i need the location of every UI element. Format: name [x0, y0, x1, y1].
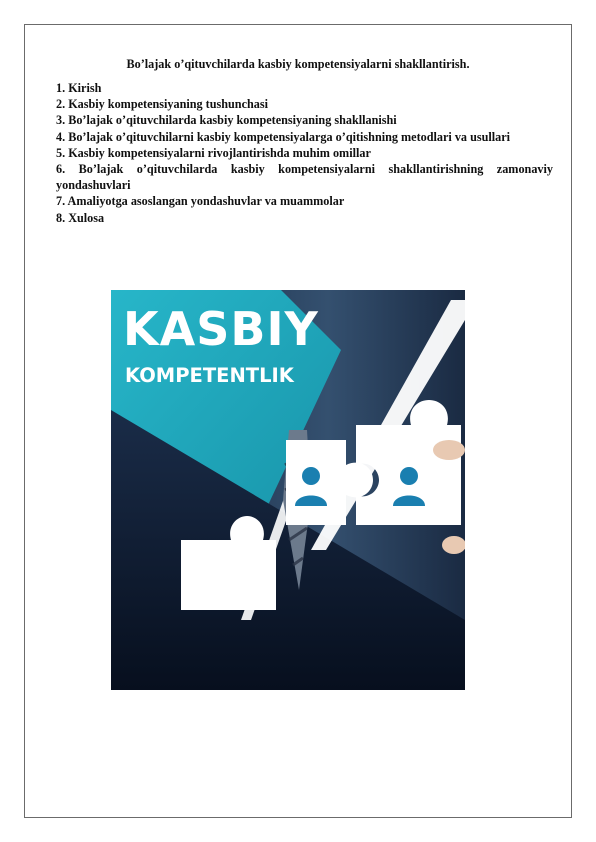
- table-of-contents: [56, 80, 553, 226]
- figure-subheading: KOMPETENTLIK: [125, 364, 294, 387]
- toc-item: 6. Bo’lajak o’qituvchilarda kasbiy kompetensiyalarni shakllantirishning zamonaviy yondashuvlari: [56, 162, 553, 193]
- toc-item: 5. Kasbiy kompetensiyalarni rivojlantirishda muhim omillar: [56, 145, 371, 160]
- toc-item: 7. Amaliyotga asoslangan yondashuvlar va muammolar: [56, 194, 345, 209]
- hand: [442, 536, 465, 554]
- hand: [433, 440, 465, 460]
- figure-heading: KASBIY: [123, 302, 319, 356]
- toc-item: 4. Bo’lajak o’qituvchilarni kasbiy kompetensiyalarga o’qitishning metodlari va usullari: [56, 129, 511, 144]
- toc-item: 2. Kasbiy kompetensiyaning tushunchasi: [56, 97, 268, 112]
- toc-item: 3. Bo’lajak o’qituvchilarda kasbiy kompetensiyaning shakllanishi: [56, 113, 397, 128]
- document-title: Bo’lajak o’qituvchilarda kasbiy kompetensiyalarni shakllantirish.: [126, 57, 470, 71]
- kasbiy-kompetentlik-illustration: [111, 290, 465, 690]
- toc-item: 8. Xulosa: [56, 210, 105, 225]
- toc-item: 1. Kirish: [56, 81, 102, 95]
